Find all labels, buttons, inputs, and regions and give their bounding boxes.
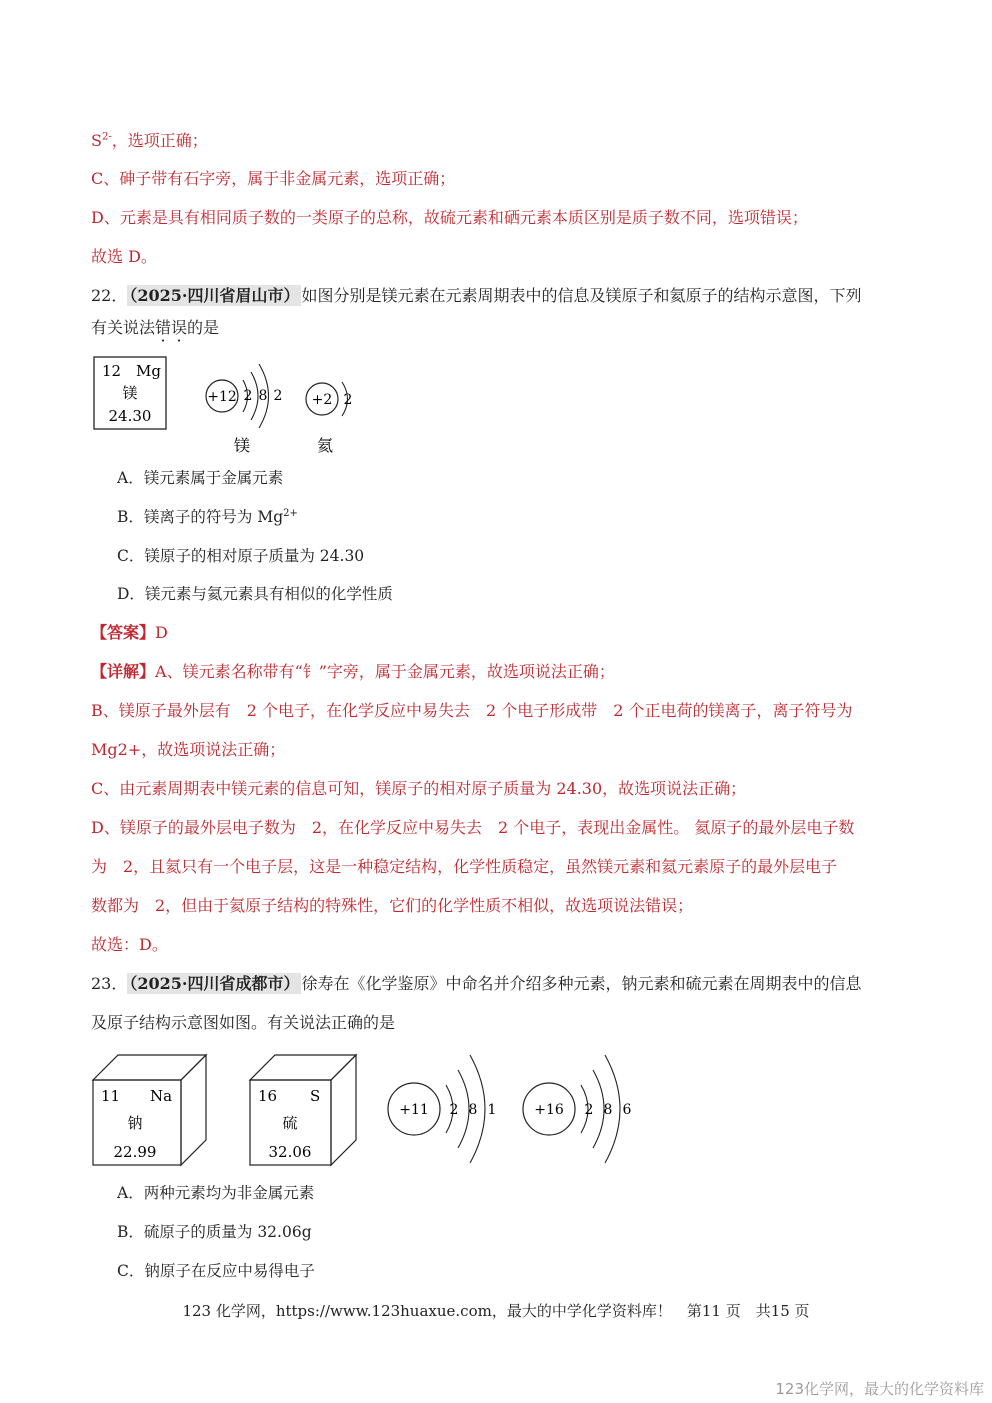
mg-atom-label: 镁 (233, 436, 251, 455)
na-mass: 22.99 (113, 1143, 157, 1161)
s-atomic-number: 16 (258, 1087, 278, 1105)
q22-detail-2: B、镁原子最外层有 2 个电子，在化学反应中易失去 2 个电子形成带 2 个正电荷的镁离子，离子符号为 (91, 701, 853, 720)
s-element-card (250, 1055, 356, 1165)
site-watermark: 123化学网，最大的化学资料库 (775, 1380, 984, 1398)
q22-stem-2: 有关说法错误的是 (91, 318, 220, 337)
q22-option-c: C．镁原子的相对原子质量为 24.30 (117, 547, 365, 565)
he-atom-label: 氦 (316, 436, 334, 455)
q22-option-b: B．镁离子的符号为 $Mg^{2+}$ (117, 507, 298, 526)
q22-figure (88, 352, 368, 460)
q23-stem-1: 23． （2025·四川省成都市） 徐寿在《化学鉴原》中命名并介绍多种元素，钠元素和硫元素在周期表中的信息 (91, 974, 862, 993)
na-nucleus: +11 (399, 1102, 429, 1118)
q22-detail-5: D、镁原子的最外层电子数为 2，在化学反应中易失去 2 个电子，表现出金属性。 氦原子的最外层电子数 (91, 818, 855, 837)
prev-line-1: $S^{2-}$，选项正确； (91, 131, 208, 150)
q22-detail-6: 为 2，且氦只有一个电子层，这是一种稳定结构，化学性质稳定，虽然镁元素和氦元素原子的最外层电子 (91, 857, 838, 876)
prev-line-3: D、元素是具有相同质子数的一类原子的总称，故硫元素和硒元素本质区别是质子数不同，选项错误； (91, 208, 808, 227)
s-shell-1: 2 (584, 1102, 594, 1118)
s-shell-3: 6 (622, 1102, 632, 1118)
na-symbol: Na (150, 1087, 173, 1105)
q23-option-b: B．硫原子的质量为 32.06g (117, 1223, 312, 1241)
q22-option-d: D．镁元素与氦元素具有相似的化学性质 (117, 585, 393, 603)
q22-detail-1: 【详解】A、镁元素名称带有“钅”字旁，属于金属元素，故选项说法正确； (91, 662, 615, 681)
s-atom-diagram (523, 1055, 632, 1163)
na-shell-2: 8 (468, 1102, 478, 1118)
s-symbol: S (310, 1087, 321, 1105)
q22-detail-3: Mg2+，故选项说法正确； (91, 740, 286, 759)
mg-mass: 24.30 (108, 407, 152, 425)
q22-detail-4: C、由元素周期表中镁元素的信息可知，镁原子的相对原子质量为 24.30，故选项说法正确； (91, 779, 747, 798)
q23-figure (88, 1050, 648, 1175)
s-shell-2: 8 (603, 1102, 613, 1118)
s-mass: 32.06 (268, 1143, 312, 1161)
mg-name: 镁 (122, 384, 138, 402)
q22-stem-1: 22． （2025·四川省眉山市） 如图分别是镁元素在元素周期表中的信息及镁原子和氦原子的结构示意图，下列 (91, 286, 862, 305)
q22-detail-8: 故选：D。 (91, 935, 168, 954)
page-footer: 123 化学网，https://www.123huaxue.com，最大的中学化学资料库！ 第11 页 共15 页 (182, 1302, 810, 1320)
na-element-card (93, 1055, 206, 1165)
s-nucleus: +16 (534, 1102, 564, 1118)
q22-source-tag: （2025·四川省眉山市） (129, 286, 300, 305)
mg-atom-diagram (206, 364, 282, 455)
q22-detail-7: 数都为 2，但由于氦原子结构的特殊性，它们的化学性质不相似，故选项说法错误； (91, 896, 694, 915)
q23-option-a: A．两种元素均为非金属元素 (117, 1184, 315, 1202)
mg-shell-1: 2 (243, 388, 253, 404)
q23-option-c: C．钠原子在反应中易得电子 (117, 1262, 315, 1280)
mg-element-card (94, 357, 166, 429)
q22-answer: 【答案】D (91, 623, 168, 642)
mg-atomic-number: 12 (102, 362, 122, 380)
he-nucleus: +2 (311, 392, 333, 408)
mg-nucleus: +12 (207, 389, 237, 405)
na-atom-diagram (388, 1055, 496, 1163)
mg-shell-3: 2 (273, 388, 283, 404)
prev-line-4: 故选 D。 (91, 247, 157, 266)
he-atom-diagram (306, 382, 352, 455)
q23-source-tag: （2025·四川省成都市） (129, 974, 300, 993)
prev-line-2: C、砷子带有石字旁，属于非金属元素，选项正确； (91, 169, 456, 188)
mg-shell-2: 8 (258, 388, 268, 404)
na-shell-1: 2 (449, 1102, 459, 1118)
s-name: 硫 (282, 1114, 298, 1132)
q23-stem-2: 及原子结构示意图如图。有关说法正确的是 (91, 1013, 396, 1032)
na-atomic-number: 11 (101, 1087, 121, 1105)
q22-option-a: A．镁元素属于金属元素 (117, 469, 284, 487)
mg-symbol: Mg (136, 362, 161, 380)
na-shell-3: 1 (487, 1102, 497, 1118)
he-shell-1: 2 (343, 392, 353, 408)
na-name: 钠 (127, 1114, 143, 1132)
